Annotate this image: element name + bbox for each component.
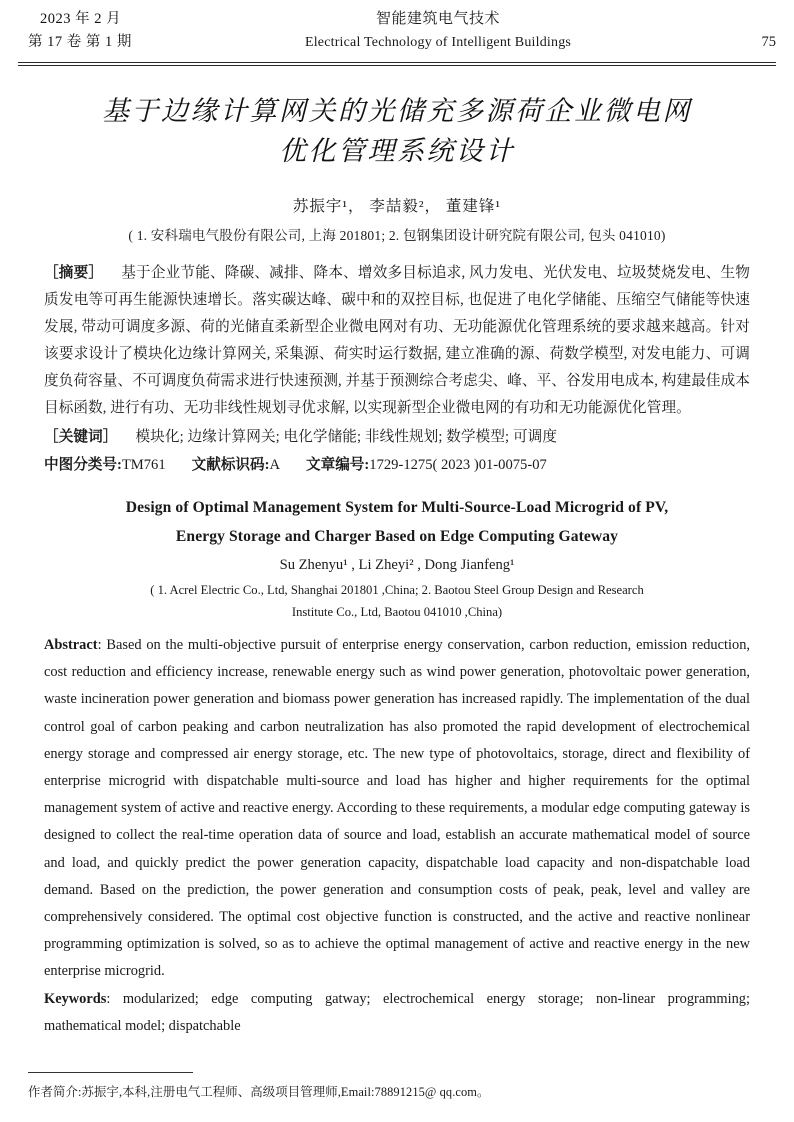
journal-title-cn: 智能建筑电气技术: [375, 11, 500, 27]
abstract-cn: [44, 260, 750, 422]
running-head-center: [248, 8, 628, 54]
clc-segment: [44, 457, 166, 473]
keywords-text-cn: 模块化; 边缘计算网关; 电化学储能; 非线性规划; 数学模型; 可调度: [135, 429, 558, 445]
classification-line: [44, 452, 750, 479]
affiliation-en-line1: ( 1. Acrel Electric Co., Ltd, Shanghai 201801 ,China; 2. Baotou Steel Group Design and Research: [150, 583, 644, 597]
doc-code-label: 文献标识码:: [191, 457, 270, 473]
running-head: [18, 8, 776, 60]
keywords-cn: [44, 424, 750, 451]
clc-value: TM761: [121, 457, 166, 473]
article-title-cn-line1: 基于边缘计算网关的光储充多源荷企业微电网: [102, 96, 692, 127]
article-title-en: [44, 493, 750, 551]
volume-issue: 第 17 卷 第 1 期: [28, 34, 132, 50]
article-no-value: 1729-1275( 2023 )01-0075-07: [369, 457, 547, 473]
article-no-segment: [306, 457, 547, 473]
issue-date: 2023 年 2 月: [40, 11, 122, 27]
article-no-label: 文章编号:: [306, 457, 370, 473]
footnote-rule: [28, 1072, 193, 1073]
abstract-text-en: : Based on the multi-objective pursuit of enterprise energy conservation, carbon reduction, emission reduction, cost reduction and efficiency increase, renewable energy such as wind power generation, photovoltaic power generation, waste incineration power generation and biomass power generation has increased rapidly. The implementation of the dual control goal of carbon peaking and carbon neutralization has also promoted the rapid development of electrochemical energy storage and compressed air energy storage, etc. The new type of photovoltaics, storage, direct and flexibility of enterprise microgrid with dispatchable multi-source and load has higher and higher requirements for the optimal management system of active and reactive energy. According to these requirements, a modular edge computing gateway is designed to collect the real-time operation data of source and load, establish an accurate mathematical model of source and load, and quickly predict the power generation capacity, dispatchable load capacity and non-dispatchable load demand. Based on the prediction, the power generation and consumption costs of peak, peak, level and valley are comprehensively considered. The optimal cost objective function is constructed, and the active and reactive nonlinear programming optimization is solved, so as to achieve the optimal management of active and reactive energy in the new enterprise microgrid.: [44, 637, 750, 980]
keywords-label-en: Keywords: [44, 990, 107, 1007]
affiliation-en: [44, 579, 750, 623]
authors-cn: 苏振宇¹， 李喆毅²， 董建锋¹: [292, 198, 502, 215]
header-divider: [18, 62, 776, 66]
abstract-label-en: Abstract: [44, 637, 98, 653]
footnote: 作者简介:苏振宇,本科,注册电气工程师、高级项目管理师,Email:78891215@ qq.com。: [28, 1085, 490, 1099]
abstract-label-cn: ［摘要］: [44, 265, 104, 281]
abstract-text-cn: 基于企业节能、降碳、减排、降本、增效多目标追求, 风力发电、光伏发电、垃圾焚烧发电、生物质发电等可再生能源快速增长。落实碳达峰、碳中和的双控目标, 也促进了电化学储能、压缩空气储能等快速发展, 带动可调度多源、荷的光储直柔新型企业微电网对有功、无功能源优化管理系统的要求越来越高。针对该要求设计了模块化边缘计算网关, 采集源、荷实时运行数据, 建立准确的源、荷数学模型, 对发电能力、可调度负荷容量、不可调度负荷需求进行快速预测, 并基于预测综合考虑尖、峰、平、谷发用电成本, 构建最佳成本目标函数, 进行有功、无功非线性规划寻优求解, 以实现新型企业微电网的有功和无功能源优化管理。: [44, 265, 750, 416]
clc-label: 中图分类号:: [44, 457, 122, 473]
page-number: 75: [761, 34, 776, 50]
keywords-text-en: : modularized; edge computing gatway; electrochemical energy storage; non-linear programming; mathematical model; dispatchable: [44, 990, 750, 1034]
keywords-en: [44, 986, 750, 1040]
article-title-cn-line2: 优化管理系统设计: [279, 136, 515, 167]
doc-code-segment: [192, 457, 280, 473]
abstract-en: [44, 632, 750, 986]
running-head-left: [28, 8, 258, 54]
article-title-cn: [44, 92, 750, 172]
affiliation-en-line2: Institute Co., Ltd, Baotou 041010 ,China): [291, 605, 503, 619]
authors-en: Su Zhenyu¹ , Li Zheyi² , Dong Jianfeng¹: [279, 557, 515, 573]
article-body: [44, 86, 750, 1040]
article-title-en-line1: Design of Optimal Management System for Multi-Source-Load Microgrid of PV,: [125, 499, 669, 516]
journal-title-en: Electrical Technology of Intelligent Buildings: [304, 35, 572, 50]
keywords-label-cn: ［关键词］: [44, 429, 118, 445]
doc-code-value: A: [269, 457, 281, 473]
affiliation-cn: ( 1. 安科瑞电气股份有限公司, 上海 201801; 2. 包钢集团设计研究院有限公司, 包头 041010): [128, 228, 666, 243]
article-title-en-line2: Energy Storage and Charger Based on Edge Computing Gateway: [175, 528, 619, 545]
